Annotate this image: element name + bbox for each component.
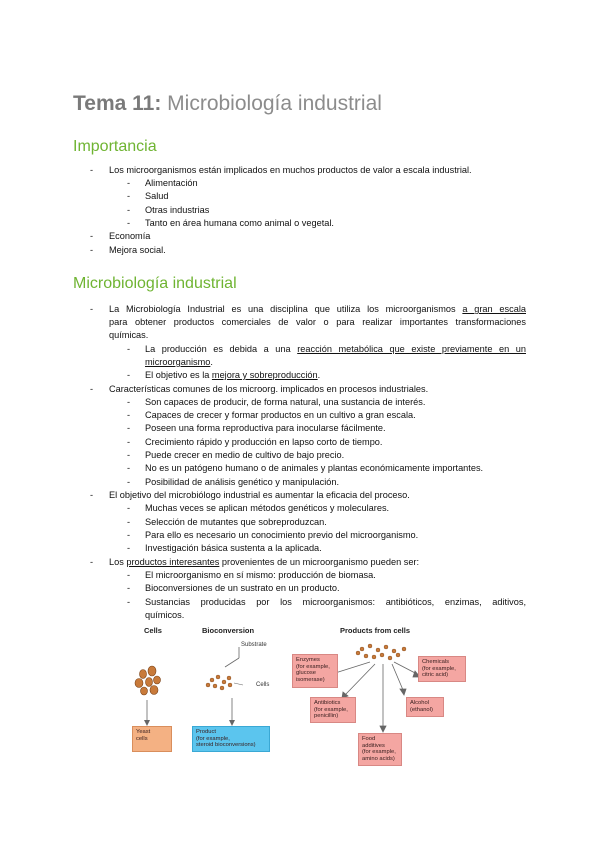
list-item: Los productos interesantes provenientes de un microorganismo pueden ser: [109,557,420,567]
list-item: Selección de mutantes que sobreproduzcan. [145,517,327,527]
list-item: Para ello es necesario un conocimiento previo del microorganismo. [145,530,419,540]
list-item: Salud [145,191,169,201]
bioconversion-cells-icon [206,675,232,690]
paragraph-line: para obtener productos comerciales de valor o para realizar importantes transformaciones [109,317,526,327]
list-item: Otras industrias [145,205,210,215]
food-additives-box: Food additives (for example, amino acids) [358,733,402,766]
list-item: químicos. [145,610,185,620]
list-item: Investigación básica sustenta a la aplicada. [145,543,322,553]
paragraph-line: La Microbiología Industrial es una disciplina que utiliza los microorganismos a gran escala [109,304,526,314]
list-item: Crecimiento rápido y producción en lapso corto de tiempo. [145,437,383,447]
yeast-cells-box: Yeast cells [132,726,172,752]
alcohol-box: Alcohol (ethanol) [406,697,444,717]
cells-small-label: Cells [256,682,270,688]
list-item: Tanto en área humana como animal o vegetal. [145,218,334,228]
chemicals-box: Chemicals (for example, citric acid) [418,656,466,682]
bioconversion-label: Bioconversion [202,626,255,635]
paragraph-line: químicas. [109,330,149,340]
figure-products-from-microorganisms [130,622,530,772]
list-item: Capaces de crecer y formar productos en un cultivo a gran escala. [145,410,416,420]
page-title: Tema 11: Microbiología industrial [73,92,382,115]
list-item: Alimentación [145,178,198,188]
products-cells-icon [356,644,406,660]
products-label: Products from cells [340,626,411,635]
list-item: La producción es debida a una reacción metabólica que existe previamente en un [145,344,526,354]
list-item: Bioconversiones de un sustrato en un producto. [145,583,340,593]
list-item: El objetivo del microbiólogo industrial es aumentar la eficacia del proceso. [109,490,410,500]
product-box: Product (for example, steroid bioconversions) [192,726,270,752]
list-item: microorganismo. [145,357,213,367]
section-heading-microbiologia: Microbiología industrial [73,275,237,292]
cells-label: Cells [144,626,162,635]
substrate-label: Substrate [241,642,267,648]
list-item: El microorganismo en sí mismo: producción de biomasa. [145,570,376,580]
list-item: Sustancias producidas por los microorganismos: antibióticos, enzimas, aditivos, [145,597,526,607]
list-item: Posibilidad de análisis genético y manipulación. [145,477,340,487]
list-item: Muchas veces se aplican métodos genéticos y moleculares. [145,503,390,513]
list-item: Poseen una forma reproductiva para inocularse fácilmente. [145,423,386,433]
yeast-cells-icon [135,666,161,695]
section-heading-importancia: Importancia [73,138,157,155]
list-item: Mejora social. [109,245,166,255]
list-item: Son capaces de producir, de forma natural, una sustancia de interés. [145,397,426,407]
bullet-dash: - [90,165,94,175]
list-item: Puede crecer en medio de cultivo de bajo precio. [145,450,345,460]
list-item: El objetivo es la mejora y sobreproducción. [145,370,321,380]
list-item: Características comunes de los microorg. implicados en procesos industriales. [109,384,429,394]
list-item: Los microorganismos están implicados en muchos productos de valor a escala industrial. [109,165,472,175]
list-item: No es un patógeno humano o de animales y plantas económicamente importantes. [145,463,484,473]
antibiotics-box: Antibiotics (for example, penicillin) [310,697,356,723]
list-item: Economía [109,231,151,241]
enzymes-box: Enzymes (for example, glucose isomerase) [292,654,338,688]
document-page: Tema 11: Microbiología industrial Importancia - Los microorganismos están implicados en muchos productos de valor a escala industrial. - Alimentación - Salud - Otras industrias - Tanto en área humana como animal o vegetal. - Economía - Mejora social. Microbiología industrial - La Microbiología Industrial es una disciplina que utiliza los microorganismos a gran escala para obtener productos comerciales de valor o para realizar importantes transformaciones químicas. - La producción es debida a una reacción metabólica que existe previamente en un microorganismo. - El objetivo es la mejora y sobreproducción. - Características comunes de los microorg. implicados en procesos industriales. - Son capaces de producir, de forma natural, una sustancia de interés. - Capaces de crecer y formar productos en un cultivo a gran escala. - Poseen una forma reproductiva para inocularse fácilmente. - Crecimiento rápido y producción en lapso corto de tiempo. - Puede crecer en medio de cultivo de bajo precio. - No es un patógeno humano o de animales y plantas económicamente importantes. - Posibilidad de análisis genético y manipulación. - El objetivo del microbiólogo industrial es aumentar la eficacia del proceso. - Muchas veces se aplican métodos genéticos y moleculares. - Selección de mutantes que sobreproduzcan. - Para ello es necesario un conocimiento previo del microorganismo. - Investigación básica sustenta a la aplicada. - Los productos interesantes provenientes de un microorganismo pueden ser: - El microorganismo en sí mismo: producción de biomasa. - Bioconversiones de un sustrato en un producto. - Sustancias producidas por los microorganismos: antibióticos, enzimas, aditivos, químicos. Cells Bioconversion Products from cells Substrate Cells Yeast cells Product (for example, steroid bioconversions) Enzymes (for example, glucose isomerase) Chemicals (for example, citric acid) Antibiotics (for example, penicillin) Alcohol (ethanol) Food additives (for example, amino acids) [0,0,600,848]
